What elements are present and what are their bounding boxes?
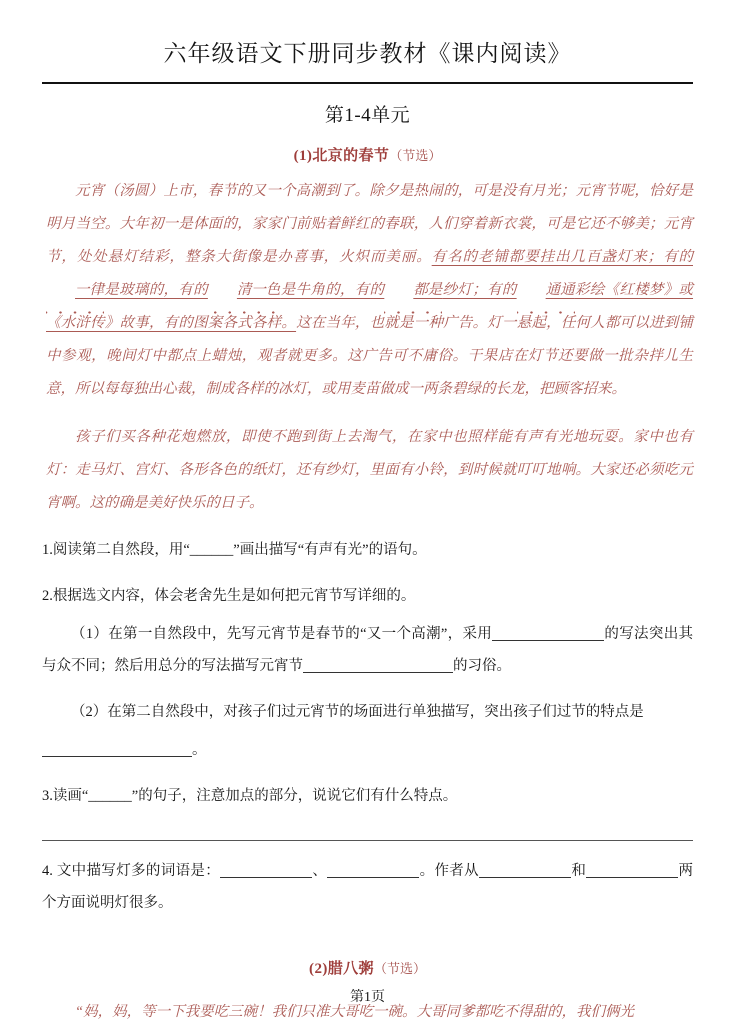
question-4 — [42, 855, 693, 919]
passage-text-a: 元宵（汤圆）上市，春节的又一个高潮到了。除夕是热闹的，可是没有月光；元宵节呢，恰好是明月当空。大年初一是体面的，家家门前贴着鲜红的春联，人们穿着新衣裳，可是它还不够美；元宵节，处处悬灯结彩，整条大街像是办喜事，火炽而美丽。 — [46, 183, 693, 265]
passage-paragraph-1 — [46, 175, 693, 406]
question-2-2-text-b: 。 — [192, 742, 207, 758]
passage-paragraph-2-text: 孩子们买各种花炮燃放，即使不跑到街上去淘气，在家中也照样能有声有光地玩耍。家中也有灯：走马灯、宫灯、各形各色的纸灯，还有纱灯，里面有小铃，到时候就叮叮地响。大家还必须吃元宵啊。这的确是美好快乐的日子。 — [46, 429, 693, 511]
question-2-sub-1 — [42, 618, 693, 682]
question-1-text: 1.阅读第二自然段，用“______”画出描写“有声有光”的语句。 — [42, 542, 427, 558]
question-4-text-d: 和 — [571, 863, 587, 879]
question-4-text-a: 4. 文中描写灯多的词语是： — [42, 863, 221, 879]
page-number — [0, 986, 735, 1006]
passage-emphasis-qingyise: 清一色 — [208, 274, 281, 307]
question-2-2-text-a: （2）在第二自然段中，对孩子们过元宵节的场面进行单独描写，突出孩子们过节的特点是 — [71, 704, 644, 720]
passage-emphasis-doushi: 都是 — [384, 274, 442, 307]
unit-heading: 第1-4单元 — [324, 105, 411, 126]
question-2-sub-2 — [42, 696, 693, 728]
question-2-1-text-a: （1）在第一自然段中，先写元宵节是春节的“又一个高潮”，采用 — [71, 626, 493, 642]
section-title-labazhou — [0, 957, 735, 978]
answer-blank-2-1-a[interactable] — [492, 640, 604, 641]
passage-emphasis-tongtong: 通通 — [517, 274, 575, 307]
question-4-text-c: 。作者从 — [419, 863, 479, 879]
answer-blank-4-d[interactable] — [586, 877, 678, 878]
passage-paragraph-2 — [46, 421, 693, 520]
question-2-sub-2-answer-line — [42, 734, 693, 766]
answer-blank-4-b[interactable] — [327, 877, 419, 878]
passage-underlined-c: 是牛角的，有的 — [280, 282, 385, 298]
page-number-label: 第1页 — [350, 990, 385, 1005]
passage-underlined-a: 有名的老铺都要挂出几百盏灯来；有的 — [431, 249, 693, 265]
passage-underlined-d: 纱灯；有的 — [442, 282, 517, 298]
answer-blank-4-c[interactable] — [479, 877, 571, 878]
answer-blank-2-1-b[interactable] — [303, 672, 453, 673]
answer-blank-4-a[interactable] — [220, 877, 312, 878]
passage-underlined-e: 彩绘《红楼梦》或《水浒传》故事，有的图案各式各样。 — [46, 282, 694, 331]
question-1 — [42, 534, 693, 566]
passage-emphasis-yilv: 一律 — [46, 274, 104, 307]
section-2-title-main: (2)腊八粥 — [309, 961, 374, 977]
answer-blank-2-2[interactable] — [42, 756, 192, 757]
passage-text-b: 这在当年，也就是一种广告。灯一悬起，任何人都可以进到铺中参观，晚间灯中都点上蜡烛，观者就更多。这广告可不庸俗。干果店在灯节还要做一批杂拌儿生意，所以每每独出心裁，制成各样的冰灯，或用麦苗做成一两条碧绿的长龙，把顾客招来。 — [46, 315, 694, 397]
question-2-1-text-c: 的习俗。 — [453, 658, 511, 674]
question-4-text-b: 、 — [312, 863, 328, 879]
section-title-main: (1)北京的春节 — [293, 148, 390, 164]
passage-labazhou-text: “妈，妈，等一下我要吃三碗！我们只准大哥吃一碗。大哥同爹都吃不得甜的，我们俩光 — [75, 1004, 635, 1020]
header-divider — [42, 82, 693, 84]
question-4-text-e: 两个方面说明灯很多。 — [42, 863, 694, 911]
section-title-beijing-spring-festival — [0, 144, 735, 165]
question-2 — [42, 580, 693, 612]
answer-blank-line-3[interactable] — [42, 826, 693, 841]
question-3-text: 3.读画“______”的句子，注意加点的部分，说说它们有什么特点。 — [42, 788, 458, 804]
section-title-sub: （节选） — [389, 148, 442, 163]
question-3 — [42, 780, 693, 812]
question-2-text: 2.根据选文内容，体会老舍先生是如何把元宵节写详细的。 — [42, 588, 416, 604]
questions-list — [42, 534, 693, 919]
section-2-title-sub: （节选） — [373, 961, 426, 976]
page-title: 六年级语文下册同步教材《课内阅读》 — [163, 41, 572, 66]
passage-underlined-b: 是玻璃的，有的 — [104, 282, 208, 298]
question-2-1-text-b: 的写法突出其与众不同；然后用总分的写法描写元宵节 — [42, 626, 694, 674]
